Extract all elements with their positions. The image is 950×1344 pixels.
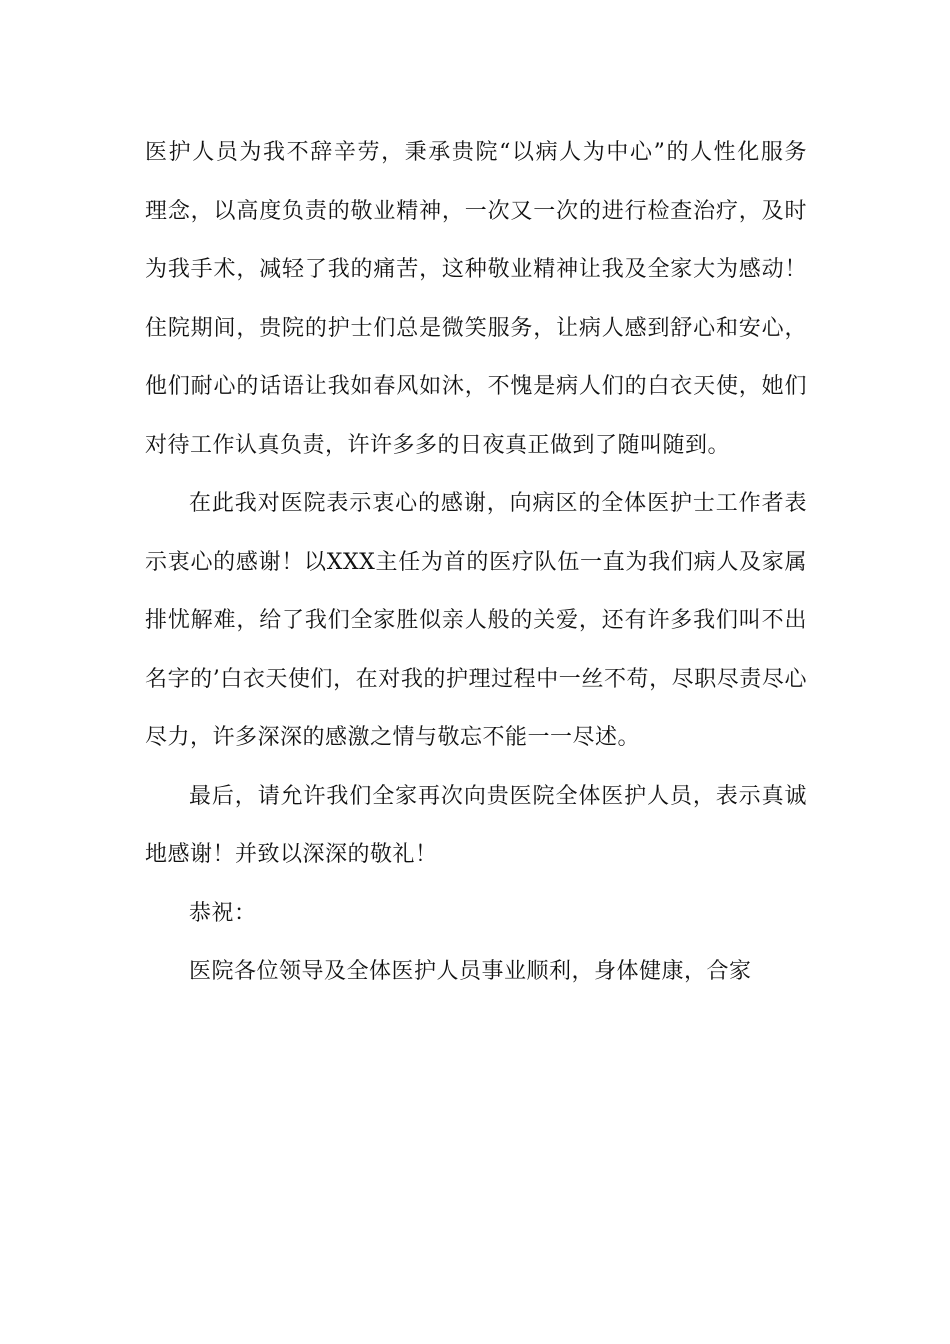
text-line-6: 对待工作认真负责，许许多多的日夜真正做到了随叫随到。	[145, 432, 731, 458]
text-line-15: 医院各位领导及全体医护人员事业顺利，身体健康，合家	[189, 959, 752, 984]
text-line-5: 他们耐心的话语让我如春风如沐，不愧是病人们的白衣天使，她们	[145, 374, 807, 399]
letter-body	[145, 131, 807, 1009]
text-line-4: 住院期间，贵院的护士们总是微笑服务，让病人感到舒心和安心，	[145, 315, 807, 341]
text-line-11: 尽力，许多深深的感激之情与敬忘不能一一尽述。	[145, 725, 641, 750]
text-line-10: 名字的’白衣天使们，在对我的护理过程中一丝不苟，尽职尽责尽心	[145, 666, 807, 692]
text-line-14: 恭祝：	[189, 900, 257, 926]
text-line-1: 医护人员为我不辞辛劳，秉承贵院“以病人为中心”的人性化服务	[145, 140, 807, 165]
text-line-3: 为我手术，减轻了我的痛苦，这种敬业精神让我及全家大为感动！	[145, 257, 807, 282]
text-line-12: 最后，请允许我们全家再次向贵医院全体医护人员，表示真诚	[189, 783, 807, 809]
text-line-13: 地感谢！并致以深深的敬礼！	[145, 842, 438, 867]
text-line-8: 示衷心的感谢！以XXX主任为首的医疗队伍一直为我们病人及家属	[145, 549, 807, 575]
text-line-2: 理念，以高度负责的敬业精神，一次又一次的进行检查治疗，及时	[145, 198, 807, 224]
text-line-7: 在此我对医院表示衷心的感谢，向病区的全体医护士工作者表	[189, 491, 807, 516]
text-line-9: 排忧解难，给了我们全家胜似亲人般的关爱，还有许多我们叫不出	[145, 608, 807, 633]
